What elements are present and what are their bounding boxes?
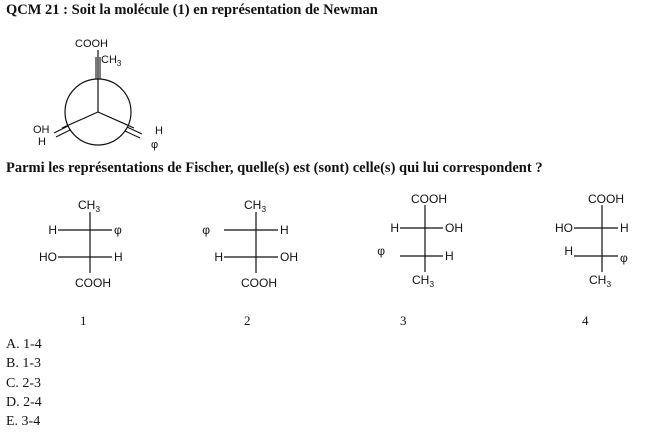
fischer-4-number: 4 (582, 313, 589, 328)
fischer-3-bottom: $CH_3$ (412, 273, 435, 289)
fischer-4-row1-right: H (620, 221, 629, 235)
newman-top-front-label: COOH (75, 38, 108, 50)
newman-projection (33, 38, 163, 151)
newman-front-bond-right (98, 112, 134, 128)
fischer-2-row1-right: H (280, 223, 289, 237)
answer-option-c[interactable]: C. 2-3 (6, 375, 41, 391)
fischer-3-row1-right: OH (445, 221, 463, 235)
newman-left-label: OH (33, 124, 50, 136)
fischer-1-top: $CH_3$ (78, 198, 101, 214)
fischer-3-row1-left: H (390, 221, 399, 235)
fischer-2-row2-left: H (214, 250, 223, 264)
fischer-3-row2-left: φ (377, 244, 385, 258)
answer-option-a[interactable]: A. 1-4 (6, 337, 42, 352)
newman-top-back-label: $CH_3$ (101, 54, 122, 68)
newman-front-bond-left (62, 112, 98, 128)
fischer-3-top: COOH (411, 192, 447, 206)
fischer-4 (555, 192, 629, 328)
fischer-4-row2-left: H (564, 244, 573, 258)
newman-right-h-label: H (155, 125, 163, 137)
fischer-2 (202, 198, 298, 328)
fischer-1 (39, 198, 123, 328)
question-text: Parmi les représentations de Fischer, quelle(s) est (sont) celle(s) qui lui correspondent ? (6, 160, 543, 176)
answer-option-e[interactable]: E. 3-4 (6, 414, 41, 430)
fischer-4-row2-right: φ (620, 251, 628, 265)
fischer-4-top: COOH (588, 192, 624, 206)
answer-option-b[interactable]: B. 1-3 (6, 356, 41, 372)
newman-left-below-label: H (38, 136, 46, 148)
fischer-2-bottom: COOH (241, 276, 277, 290)
fischer-4-bottom: $CH_3$ (589, 273, 612, 289)
fischer-1-row1-left: H (48, 223, 57, 237)
fischer-2-row1-left: φ (202, 223, 210, 237)
fischer-2-row2-right: OH (280, 250, 298, 264)
newman-right-phi-label: φ (151, 139, 159, 151)
fischer-3-row2-right: H (445, 249, 454, 263)
question-title: QCM 21 : Soit la molécule (1) en représentation de Newman (6, 2, 378, 18)
fischer-3-number: 3 (400, 313, 407, 328)
fischer-1-row2-right: H (114, 250, 123, 264)
fischer-3 (377, 192, 463, 328)
fischer-1-row2-left: HO (39, 250, 57, 264)
answer-option-d[interactable]: D. 2-4 (6, 394, 42, 410)
answer-list (6, 335, 42, 431)
fischer-2-number: 2 (244, 313, 251, 328)
fischer-1-number: 1 (80, 313, 87, 328)
fischer-1-row1-right: φ (114, 223, 122, 237)
fischer-2-top: $CH_3$ (244, 198, 267, 214)
fischer-1-bottom: COOH (75, 276, 111, 290)
fischer-4-row1-left: HO (555, 221, 573, 235)
